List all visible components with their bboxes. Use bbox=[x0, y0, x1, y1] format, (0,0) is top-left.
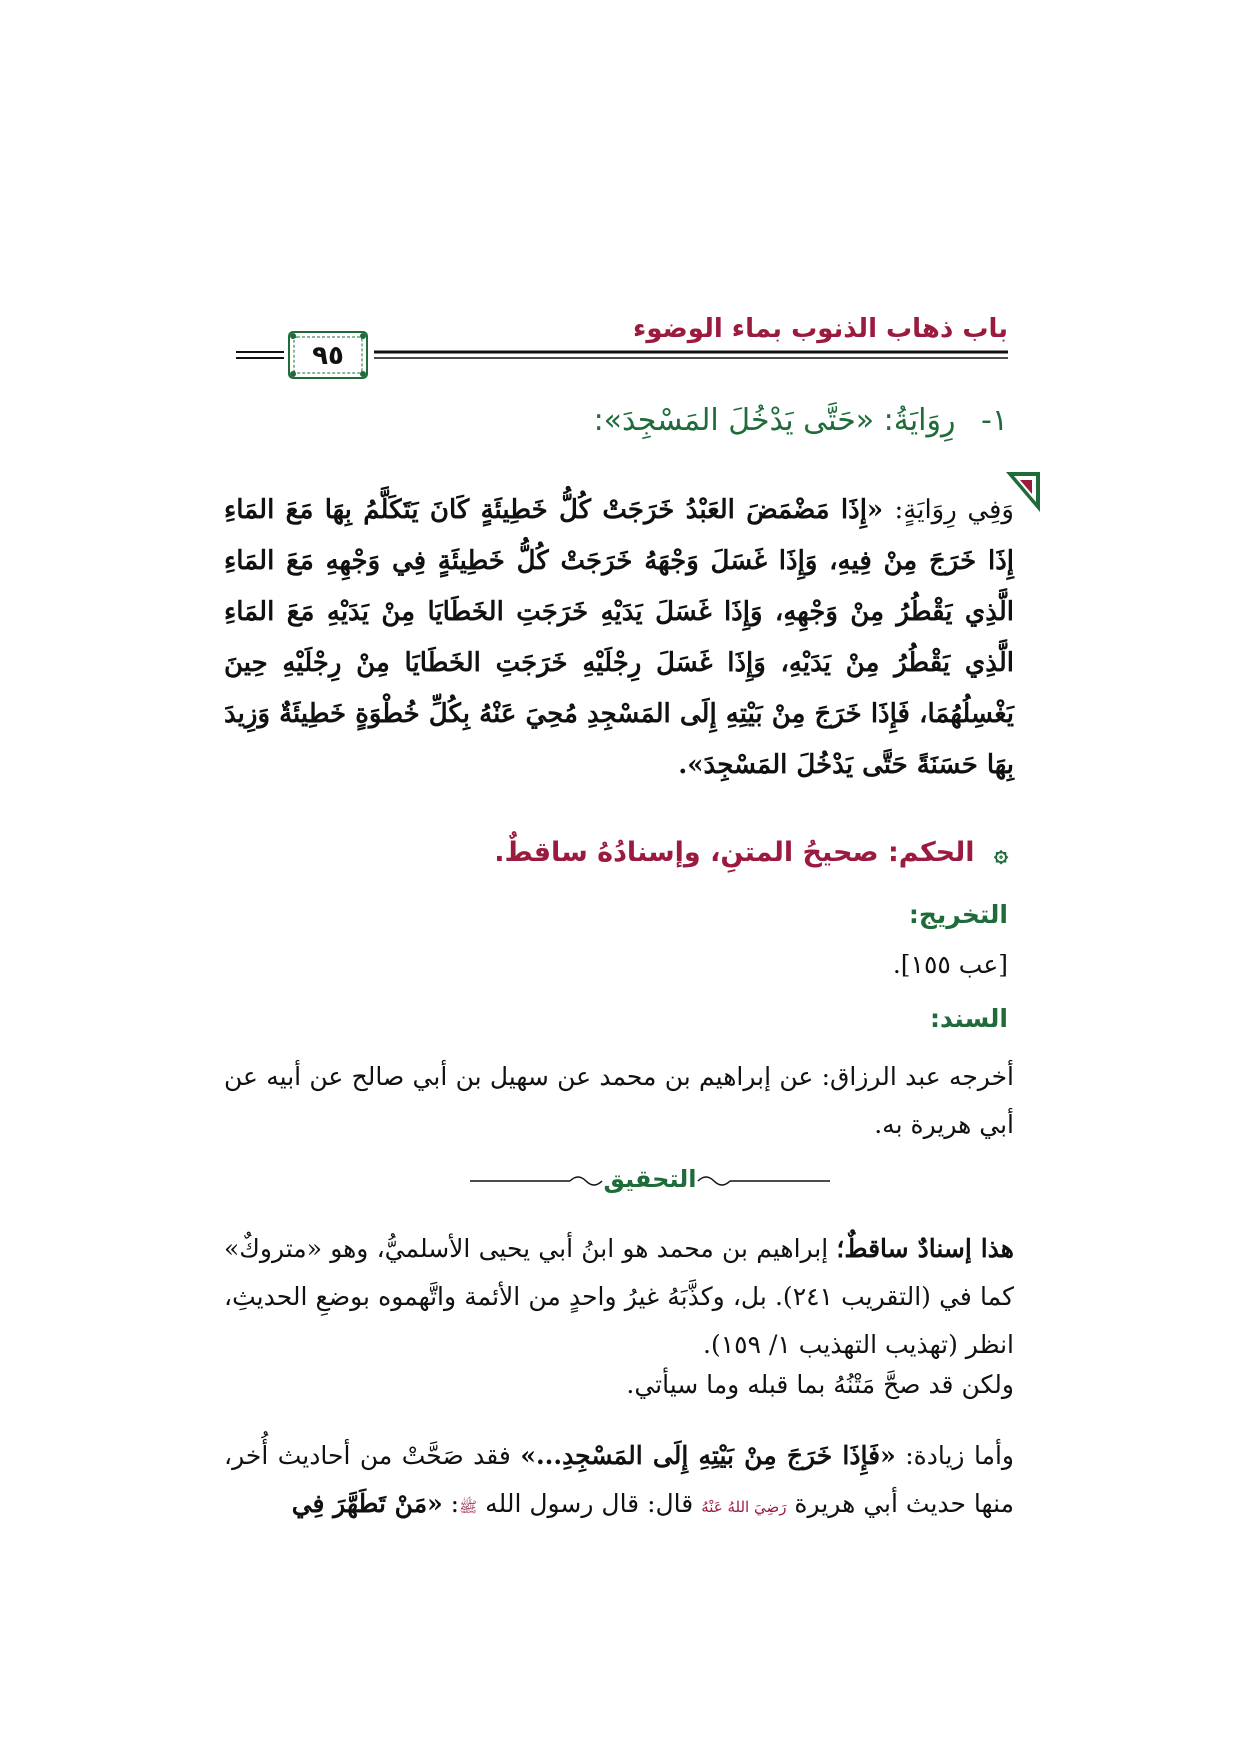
ruling-line bbox=[232, 837, 1008, 868]
takhrij-label: التخريج: bbox=[908, 900, 1008, 929]
section-heading bbox=[232, 403, 1008, 438]
flower-icon: ۞ bbox=[993, 839, 1008, 867]
para3-quote: «فَإِذَا خَرَجَ مِنْ بَيْتِهِ إِلَى المَسْجِدِ...» bbox=[520, 1441, 896, 1470]
tahqiq-paragraph-1 bbox=[224, 1225, 1014, 1369]
para3-mid: فقد صَحَّتْ من أحاديث أُخر، منها حديث أبي هريرة bbox=[224, 1441, 1014, 1518]
tahqiq-bold: هذا إسنادٌ ساقطٌ؛ bbox=[836, 1234, 1014, 1263]
para3-start: وأما زيادة: bbox=[895, 1441, 1014, 1470]
ruling-value: صحيحُ المتنِ، وإسنادُهُ ساقطٌ. bbox=[494, 837, 879, 868]
sanad-text: أخرجه عبد الرزاق: عن إبراهيم بن محمد عن سهيل بن أبي صالح عن أبيه عن أبي هريرة به. bbox=[224, 1062, 1014, 1139]
tahqiq-divider bbox=[470, 1161, 830, 1201]
honorific-2: ﷺ bbox=[459, 1498, 478, 1516]
hadith-body: «إِذَا مَضْمَضَ العَبْدُ خَرَجَتْ كُلُّ خَطِيئَةٍ كَانَ يَتَكَلَّمُ بِهَا مَعَ المَاءِ إِذَا خَرَجَ مِنْ فِيهِ، وَإِذَا غَسَلَ وَجْهَهُ خَرَجَتْ كُلُّ خَطِيئَةٍ فِي وَجْهِهِ مَعَ المَاءِ الَّذِي يَقْطُرُ مِنْ وَجْهِهِ، وَإِذَا غَسَلَ يَدَيْهِ خَرَجَتِ الخَطَايَا مِنْ يَدَيْهِ مَعَ المَاءِ الَّذِي يَقْطُرُ مِنْ يَدَيْهِ، وَإِذَا غَسَلَ رِجْلَيْهِ خَرَجَتِ الخَطَايَا مِنْ رِجْلَيْهِ حِينَ يَغْسِلُهُمَا، فَإِذَا خَرَجَ مِنْ بَيْتِهِ إِلَى المَسْجِدِ مُحِيَ عَنْهُ بِكُلِّ خُطْوَةٍ خَطِيئَةٌ وَزِيدَ بِهَا حَسَنَةً حَتَّى يَدْخُلَ المَسْجِدَ». bbox=[224, 495, 1014, 780]
page-number: ٩٥ bbox=[312, 341, 344, 371]
running-title: باب ذهاب الذنوب بماء الوضوء bbox=[633, 314, 1008, 344]
section-number: ١- bbox=[981, 403, 1008, 438]
para3-quote-2: «مَنْ تَطَهَّرَ فِي bbox=[291, 1489, 443, 1518]
tahqiq-paragraph-3 bbox=[224, 1432, 1014, 1531]
takhrij-value: [عب ١٥٥]. bbox=[892, 950, 1008, 979]
para3-end: : bbox=[442, 1489, 460, 1518]
section-title: رِوَايَةُ: «حَتَّى يَدْخُلَ المَسْجِدَ»: bbox=[593, 403, 956, 438]
sanad-label: السند: bbox=[929, 1004, 1008, 1033]
hadith-lead: وَفِي رِوَايَةٍ: bbox=[894, 495, 1014, 525]
tahqiq-title: التحقيق bbox=[603, 1165, 697, 1193]
tahqiq-body: إبراهيم بن محمد هو ابنُ أبي يحيى الأسلميُّ، وهو «متروكٌ» كما في (التقريب ٢٤١). بل، وكذَّبَهُ غيرُ واحدٍ من الأئمة واتَّهموه بوضعِ الحديثِ، انظر (تهذيب التهذيب ١/ ١٥٩). bbox=[224, 1234, 1014, 1359]
tahqiq-paragraph-2: ولكن قد صحَّ مَتْنُهُ بما قبله وما سيأتي. bbox=[626, 1370, 1014, 1399]
hadith-text bbox=[224, 485, 1014, 791]
honorific-1: رَضِيَ اللهُ عَنْهُ bbox=[701, 1498, 787, 1516]
ruling-label: الحكم: bbox=[888, 837, 975, 868]
para3-mid2: قال: قال رسول الله bbox=[477, 1489, 702, 1518]
